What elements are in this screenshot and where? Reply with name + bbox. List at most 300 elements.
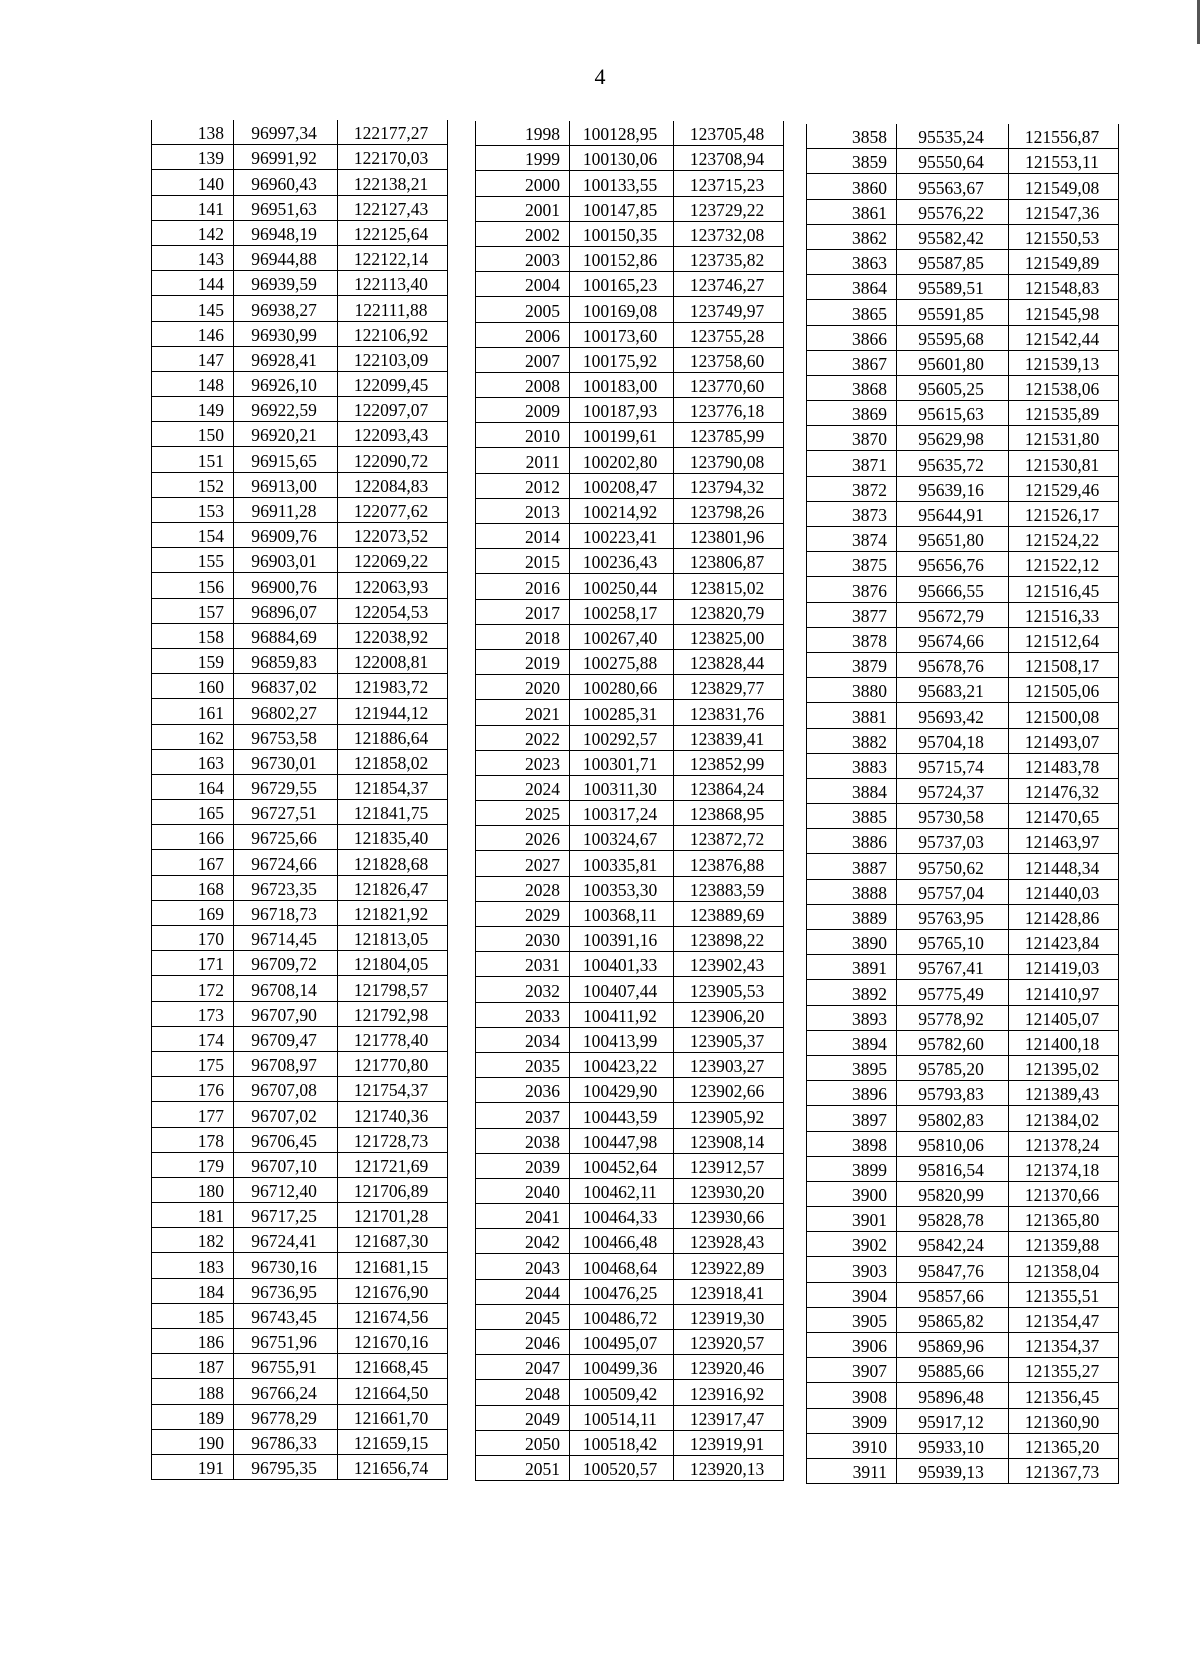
x-coordinate-cell: 96837,02 — [234, 674, 338, 699]
y-coordinate-cell: 121516,33 — [1009, 602, 1119, 627]
point-number-cell: 145 — [152, 296, 234, 321]
x-coordinate-cell: 100187,93 — [570, 398, 674, 423]
table-row — [807, 124, 1119, 149]
point-number-cell: 160 — [152, 674, 234, 699]
table-row — [152, 850, 448, 875]
y-coordinate-cell: 121405,07 — [1009, 1005, 1119, 1030]
x-coordinate-cell: 100175,92 — [570, 347, 674, 372]
y-coordinate-cell: 121529,46 — [1009, 476, 1119, 501]
y-coordinate-cell: 123920,57 — [674, 1330, 784, 1355]
point-number-cell: 2036 — [476, 1078, 570, 1103]
x-coordinate-cell: 100317,24 — [570, 801, 674, 826]
x-coordinate-cell: 100169,08 — [570, 297, 674, 322]
x-coordinate-cell: 96938,27 — [234, 296, 338, 321]
table-row — [807, 804, 1119, 829]
table-row — [807, 224, 1119, 249]
y-coordinate-cell: 123905,53 — [674, 977, 784, 1002]
point-number-cell: 2035 — [476, 1052, 570, 1077]
coordinates-table-left — [151, 120, 448, 1480]
y-coordinate-cell: 123918,41 — [674, 1279, 784, 1304]
table-row — [807, 552, 1119, 577]
y-coordinate-cell: 123755,28 — [674, 322, 784, 347]
y-coordinate-cell: 121389,43 — [1009, 1081, 1119, 1106]
y-coordinate-cell: 121656,74 — [338, 1454, 448, 1479]
point-number-cell: 2004 — [476, 272, 570, 297]
y-coordinate-cell: 121740,36 — [338, 1102, 448, 1127]
x-coordinate-cell: 95737,03 — [897, 829, 1009, 854]
y-coordinate-cell: 121419,03 — [1009, 955, 1119, 980]
table-row — [152, 1203, 448, 1228]
table-row — [476, 1455, 784, 1480]
x-coordinate-cell: 100411,92 — [570, 1002, 674, 1027]
x-coordinate-cell: 96922,59 — [234, 397, 338, 422]
table-row — [152, 346, 448, 371]
point-number-cell: 164 — [152, 774, 234, 799]
point-number-cell: 3893 — [807, 1005, 897, 1030]
y-coordinate-cell: 123905,92 — [674, 1103, 784, 1128]
x-coordinate-cell: 95666,55 — [897, 577, 1009, 602]
x-coordinate-cell: 95535,24 — [897, 124, 1009, 149]
y-coordinate-cell: 123729,22 — [674, 196, 784, 221]
x-coordinate-cell: 100130,06 — [570, 146, 674, 171]
y-coordinate-cell: 122177,27 — [338, 120, 448, 145]
y-coordinate-cell: 121522,12 — [1009, 552, 1119, 577]
y-coordinate-cell: 123785,99 — [674, 423, 784, 448]
y-coordinate-cell: 121687,30 — [338, 1228, 448, 1253]
point-number-cell: 3910 — [807, 1433, 897, 1458]
x-coordinate-cell: 100468,64 — [570, 1254, 674, 1279]
point-number-cell: 183 — [152, 1253, 234, 1278]
y-coordinate-cell: 121370,66 — [1009, 1181, 1119, 1206]
point-number-cell: 3872 — [807, 476, 897, 501]
point-number-cell: 3895 — [807, 1055, 897, 1080]
x-coordinate-cell: 96709,47 — [234, 1026, 338, 1051]
y-coordinate-cell: 122054,53 — [338, 598, 448, 623]
x-coordinate-cell: 100401,33 — [570, 952, 674, 977]
table-row — [476, 1027, 784, 1052]
table-row — [807, 1458, 1119, 1483]
y-coordinate-cell: 123839,41 — [674, 725, 784, 750]
x-coordinate-cell: 96997,34 — [234, 120, 338, 145]
x-coordinate-cell: 95651,80 — [897, 527, 1009, 552]
table-row — [807, 199, 1119, 224]
x-coordinate-cell: 96724,66 — [234, 850, 338, 875]
point-number-cell: 2038 — [476, 1128, 570, 1153]
y-coordinate-cell: 121535,89 — [1009, 401, 1119, 426]
point-number-cell: 2031 — [476, 952, 570, 977]
point-number-cell: 3885 — [807, 804, 897, 829]
point-number-cell: 3901 — [807, 1207, 897, 1232]
y-coordinate-cell: 121886,64 — [338, 724, 448, 749]
x-coordinate-cell: 95857,66 — [897, 1282, 1009, 1307]
point-number-cell: 2050 — [476, 1430, 570, 1455]
table-row — [152, 1454, 448, 1479]
table-row — [152, 1429, 448, 1454]
y-coordinate-cell: 121728,73 — [338, 1127, 448, 1152]
point-number-cell: 149 — [152, 397, 234, 422]
x-coordinate-cell: 96751,96 — [234, 1329, 338, 1354]
x-coordinate-cell: 96730,16 — [234, 1253, 338, 1278]
point-number-cell: 2005 — [476, 297, 570, 322]
table-row — [476, 1405, 784, 1430]
point-number-cell: 3889 — [807, 904, 897, 929]
y-coordinate-cell: 122073,52 — [338, 523, 448, 548]
point-number-cell: 169 — [152, 900, 234, 925]
coordinates-table-middle — [475, 121, 784, 1481]
y-coordinate-cell: 123919,30 — [674, 1304, 784, 1329]
table-row — [476, 851, 784, 876]
y-coordinate-cell: 121701,28 — [338, 1203, 448, 1228]
table-row — [807, 1106, 1119, 1131]
y-coordinate-cell: 123889,69 — [674, 901, 784, 926]
y-coordinate-cell: 121470,65 — [1009, 804, 1119, 829]
point-number-cell: 3908 — [807, 1383, 897, 1408]
x-coordinate-cell: 95842,24 — [897, 1232, 1009, 1257]
y-coordinate-cell: 122103,09 — [338, 346, 448, 371]
y-coordinate-cell: 121355,27 — [1009, 1358, 1119, 1383]
table-row — [476, 1330, 784, 1355]
y-coordinate-cell: 121384,02 — [1009, 1106, 1119, 1131]
point-number-cell: 2016 — [476, 574, 570, 599]
x-coordinate-cell: 96708,14 — [234, 976, 338, 1001]
table-row — [476, 977, 784, 1002]
x-coordinate-cell: 100413,99 — [570, 1027, 674, 1052]
y-coordinate-cell: 123903,27 — [674, 1052, 784, 1077]
table-row — [807, 1005, 1119, 1030]
x-coordinate-cell: 100275,88 — [570, 649, 674, 674]
point-number-cell: 2046 — [476, 1330, 570, 1355]
y-coordinate-cell: 121841,75 — [338, 800, 448, 825]
coordinates-table-right — [806, 124, 1119, 1484]
point-number-cell: 3866 — [807, 325, 897, 350]
point-number-cell: 2037 — [476, 1103, 570, 1128]
point-number-cell: 2002 — [476, 221, 570, 246]
x-coordinate-cell: 95750,62 — [897, 854, 1009, 879]
table-row — [152, 195, 448, 220]
x-coordinate-cell: 100518,42 — [570, 1430, 674, 1455]
point-number-cell: 2018 — [476, 624, 570, 649]
table-row — [476, 876, 784, 901]
y-coordinate-cell: 123864,24 — [674, 775, 784, 800]
point-number-cell: 2024 — [476, 775, 570, 800]
point-number-cell: 168 — [152, 875, 234, 900]
point-number-cell: 3896 — [807, 1081, 897, 1106]
table-row — [807, 375, 1119, 400]
x-coordinate-cell: 96939,59 — [234, 271, 338, 296]
y-coordinate-cell: 123883,59 — [674, 876, 784, 901]
table-row — [152, 1152, 448, 1177]
y-coordinate-cell: 123825,00 — [674, 624, 784, 649]
y-coordinate-cell: 122077,62 — [338, 497, 448, 522]
y-coordinate-cell: 121359,88 — [1009, 1232, 1119, 1257]
x-coordinate-cell: 95582,42 — [897, 224, 1009, 249]
point-number-cell: 2027 — [476, 851, 570, 876]
point-number-cell: 3859 — [807, 149, 897, 174]
x-coordinate-cell: 96766,24 — [234, 1379, 338, 1404]
y-coordinate-cell: 121365,80 — [1009, 1207, 1119, 1232]
y-coordinate-cell: 121676,90 — [338, 1278, 448, 1303]
point-number-cell: 184 — [152, 1278, 234, 1303]
point-number-cell: 180 — [152, 1177, 234, 1202]
x-coordinate-cell: 95763,95 — [897, 904, 1009, 929]
x-coordinate-cell: 95629,98 — [897, 426, 1009, 451]
table-row — [476, 1430, 784, 1455]
point-number-cell: 2011 — [476, 448, 570, 473]
table-row — [807, 300, 1119, 325]
point-number-cell: 2025 — [476, 801, 570, 826]
x-coordinate-cell: 96778,29 — [234, 1404, 338, 1429]
point-number-cell: 2032 — [476, 977, 570, 1002]
y-coordinate-cell: 121778,40 — [338, 1026, 448, 1051]
point-number-cell: 2006 — [476, 322, 570, 347]
y-coordinate-cell: 121440,03 — [1009, 879, 1119, 904]
table-row — [807, 1282, 1119, 1307]
y-coordinate-cell: 121670,16 — [338, 1329, 448, 1354]
x-coordinate-cell: 100236,43 — [570, 549, 674, 574]
x-coordinate-cell: 96915,65 — [234, 447, 338, 472]
y-coordinate-cell: 122125,64 — [338, 220, 448, 245]
table-row — [807, 1131, 1119, 1156]
y-coordinate-cell: 122084,83 — [338, 472, 448, 497]
point-number-cell: 3865 — [807, 300, 897, 325]
y-coordinate-cell: 122069,22 — [338, 548, 448, 573]
x-coordinate-cell: 100183,00 — [570, 372, 674, 397]
table-row — [152, 170, 448, 195]
point-number-cell: 3891 — [807, 955, 897, 980]
y-coordinate-cell: 121826,47 — [338, 875, 448, 900]
x-coordinate-cell: 95674,66 — [897, 627, 1009, 652]
y-coordinate-cell: 121798,57 — [338, 976, 448, 1001]
x-coordinate-cell: 95782,60 — [897, 1030, 1009, 1055]
y-coordinate-cell: 121463,97 — [1009, 829, 1119, 854]
x-coordinate-cell: 95678,76 — [897, 652, 1009, 677]
y-coordinate-cell: 123715,23 — [674, 171, 784, 196]
point-number-cell: 3875 — [807, 552, 897, 577]
point-number-cell: 3903 — [807, 1257, 897, 1282]
point-number-cell: 2008 — [476, 372, 570, 397]
y-coordinate-cell: 123916,92 — [674, 1380, 784, 1405]
x-coordinate-cell: 100280,66 — [570, 675, 674, 700]
table-row — [807, 703, 1119, 728]
table-row — [152, 1127, 448, 1152]
table-row — [152, 548, 448, 573]
point-number-cell: 3861 — [807, 199, 897, 224]
table-row — [476, 1052, 784, 1077]
table-row — [152, 724, 448, 749]
table-row — [152, 623, 448, 648]
point-number-cell: 2044 — [476, 1279, 570, 1304]
x-coordinate-cell: 100335,81 — [570, 851, 674, 876]
table-row — [807, 854, 1119, 879]
y-coordinate-cell: 123912,57 — [674, 1153, 784, 1178]
y-coordinate-cell: 123920,13 — [674, 1455, 784, 1480]
x-coordinate-cell: 95816,54 — [897, 1156, 1009, 1181]
y-coordinate-cell: 121549,08 — [1009, 174, 1119, 199]
x-coordinate-cell: 95847,76 — [897, 1257, 1009, 1282]
x-coordinate-cell: 100462,11 — [570, 1178, 674, 1203]
y-coordinate-cell: 121858,02 — [338, 749, 448, 774]
y-coordinate-cell: 123806,87 — [674, 549, 784, 574]
table-row — [152, 472, 448, 497]
table-row — [476, 171, 784, 196]
table-row — [807, 174, 1119, 199]
x-coordinate-cell: 96707,10 — [234, 1152, 338, 1177]
x-coordinate-cell: 96903,01 — [234, 548, 338, 573]
x-coordinate-cell: 100311,30 — [570, 775, 674, 800]
table-row — [476, 146, 784, 171]
y-coordinate-cell: 121681,15 — [338, 1253, 448, 1278]
x-coordinate-cell: 100443,59 — [570, 1103, 674, 1128]
y-coordinate-cell: 121542,44 — [1009, 325, 1119, 350]
point-number-cell: 3907 — [807, 1358, 897, 1383]
point-number-cell: 2020 — [476, 675, 570, 700]
x-coordinate-cell: 96753,58 — [234, 724, 338, 749]
point-number-cell: 141 — [152, 195, 234, 220]
y-coordinate-cell: 121354,47 — [1009, 1307, 1119, 1332]
point-number-cell: 3887 — [807, 854, 897, 879]
point-number-cell: 3879 — [807, 652, 897, 677]
x-coordinate-cell: 100447,98 — [570, 1128, 674, 1153]
point-number-cell: 174 — [152, 1026, 234, 1051]
x-coordinate-cell: 95601,80 — [897, 350, 1009, 375]
y-coordinate-cell: 121354,37 — [1009, 1333, 1119, 1358]
x-coordinate-cell: 100292,57 — [570, 725, 674, 750]
y-coordinate-cell: 121516,45 — [1009, 577, 1119, 602]
table-row — [476, 927, 784, 952]
x-coordinate-cell: 95885,66 — [897, 1358, 1009, 1383]
y-coordinate-cell: 121539,13 — [1009, 350, 1119, 375]
table-row — [807, 1307, 1119, 1332]
y-coordinate-cell: 121983,72 — [338, 674, 448, 699]
y-coordinate-cell: 123902,43 — [674, 952, 784, 977]
x-coordinate-cell: 96717,25 — [234, 1203, 338, 1228]
x-coordinate-cell: 95563,67 — [897, 174, 1009, 199]
table-row — [807, 1207, 1119, 1232]
y-coordinate-cell: 121770,80 — [338, 1051, 448, 1076]
y-coordinate-cell: 121365,20 — [1009, 1433, 1119, 1458]
point-number-cell: 177 — [152, 1102, 234, 1127]
x-coordinate-cell: 96913,00 — [234, 472, 338, 497]
table-row — [152, 397, 448, 422]
y-coordinate-cell: 121410,97 — [1009, 980, 1119, 1005]
point-number-cell: 2051 — [476, 1455, 570, 1480]
x-coordinate-cell: 95589,51 — [897, 275, 1009, 300]
y-coordinate-cell: 123790,08 — [674, 448, 784, 473]
x-coordinate-cell: 96755,91 — [234, 1354, 338, 1379]
table-row — [152, 220, 448, 245]
table-row — [152, 825, 448, 850]
table-row — [152, 800, 448, 825]
x-coordinate-cell: 96723,35 — [234, 875, 338, 900]
table-row — [807, 577, 1119, 602]
point-number-cell: 3864 — [807, 275, 897, 300]
x-coordinate-cell: 100514,11 — [570, 1405, 674, 1430]
point-number-cell: 143 — [152, 245, 234, 270]
table-row — [152, 926, 448, 951]
x-coordinate-cell: 96960,43 — [234, 170, 338, 195]
y-coordinate-cell: 121556,87 — [1009, 124, 1119, 149]
point-number-cell: 162 — [152, 724, 234, 749]
y-coordinate-cell: 121505,06 — [1009, 678, 1119, 703]
y-coordinate-cell: 123852,99 — [674, 750, 784, 775]
table-row — [152, 875, 448, 900]
x-coordinate-cell: 100267,40 — [570, 624, 674, 649]
point-number-cell: 187 — [152, 1354, 234, 1379]
point-number-cell: 189 — [152, 1404, 234, 1429]
x-coordinate-cell: 100173,60 — [570, 322, 674, 347]
x-coordinate-cell: 96708,97 — [234, 1051, 338, 1076]
x-coordinate-cell: 96706,45 — [234, 1127, 338, 1152]
x-coordinate-cell: 96714,45 — [234, 926, 338, 951]
y-coordinate-cell: 121545,98 — [1009, 300, 1119, 325]
x-coordinate-cell: 95757,04 — [897, 879, 1009, 904]
table-row — [476, 750, 784, 775]
table-row — [152, 1379, 448, 1404]
table-row — [152, 371, 448, 396]
table-row — [152, 447, 448, 472]
point-number-cell: 2017 — [476, 599, 570, 624]
x-coordinate-cell: 95656,76 — [897, 552, 1009, 577]
y-coordinate-cell: 121395,02 — [1009, 1055, 1119, 1080]
table-row — [152, 1329, 448, 1354]
y-coordinate-cell: 121828,68 — [338, 850, 448, 875]
point-number-cell: 3870 — [807, 426, 897, 451]
point-number-cell: 3898 — [807, 1131, 897, 1156]
y-coordinate-cell: 123758,60 — [674, 347, 784, 372]
y-coordinate-cell: 123794,32 — [674, 473, 784, 498]
y-coordinate-cell: 123801,96 — [674, 524, 784, 549]
y-coordinate-cell: 121721,69 — [338, 1152, 448, 1177]
x-coordinate-cell: 95939,13 — [897, 1458, 1009, 1483]
x-coordinate-cell: 100214,92 — [570, 498, 674, 523]
point-number-cell: 3862 — [807, 224, 897, 249]
x-coordinate-cell: 96730,01 — [234, 749, 338, 774]
x-coordinate-cell: 100423,22 — [570, 1052, 674, 1077]
table-row — [807, 1232, 1119, 1257]
point-number-cell: 3868 — [807, 375, 897, 400]
x-coordinate-cell: 100466,48 — [570, 1229, 674, 1254]
table-row — [152, 573, 448, 598]
x-coordinate-cell: 100258,17 — [570, 599, 674, 624]
y-coordinate-cell: 121792,98 — [338, 1001, 448, 1026]
y-coordinate-cell: 121668,45 — [338, 1354, 448, 1379]
point-number-cell: 161 — [152, 699, 234, 724]
point-number-cell: 191 — [152, 1454, 234, 1479]
point-number-cell: 2007 — [476, 347, 570, 372]
table-row — [152, 296, 448, 321]
table-row — [807, 325, 1119, 350]
y-coordinate-cell: 122113,40 — [338, 271, 448, 296]
y-coordinate-cell: 122127,43 — [338, 195, 448, 220]
y-coordinate-cell: 121360,90 — [1009, 1408, 1119, 1433]
y-coordinate-cell: 123872,72 — [674, 826, 784, 851]
y-coordinate-cell: 121530,81 — [1009, 451, 1119, 476]
point-number-cell: 2023 — [476, 750, 570, 775]
y-coordinate-cell: 123920,46 — [674, 1355, 784, 1380]
x-coordinate-cell: 95810,06 — [897, 1131, 1009, 1156]
point-number-cell: 2045 — [476, 1304, 570, 1329]
table-row — [152, 1303, 448, 1328]
table-row — [476, 624, 784, 649]
x-coordinate-cell: 96884,69 — [234, 623, 338, 648]
y-coordinate-cell: 122008,81 — [338, 648, 448, 673]
y-coordinate-cell: 121813,05 — [338, 926, 448, 951]
x-coordinate-cell: 95785,20 — [897, 1055, 1009, 1080]
point-number-cell: 186 — [152, 1329, 234, 1354]
point-number-cell: 2029 — [476, 901, 570, 926]
point-number-cell: 156 — [152, 573, 234, 598]
point-number-cell: 2010 — [476, 423, 570, 448]
